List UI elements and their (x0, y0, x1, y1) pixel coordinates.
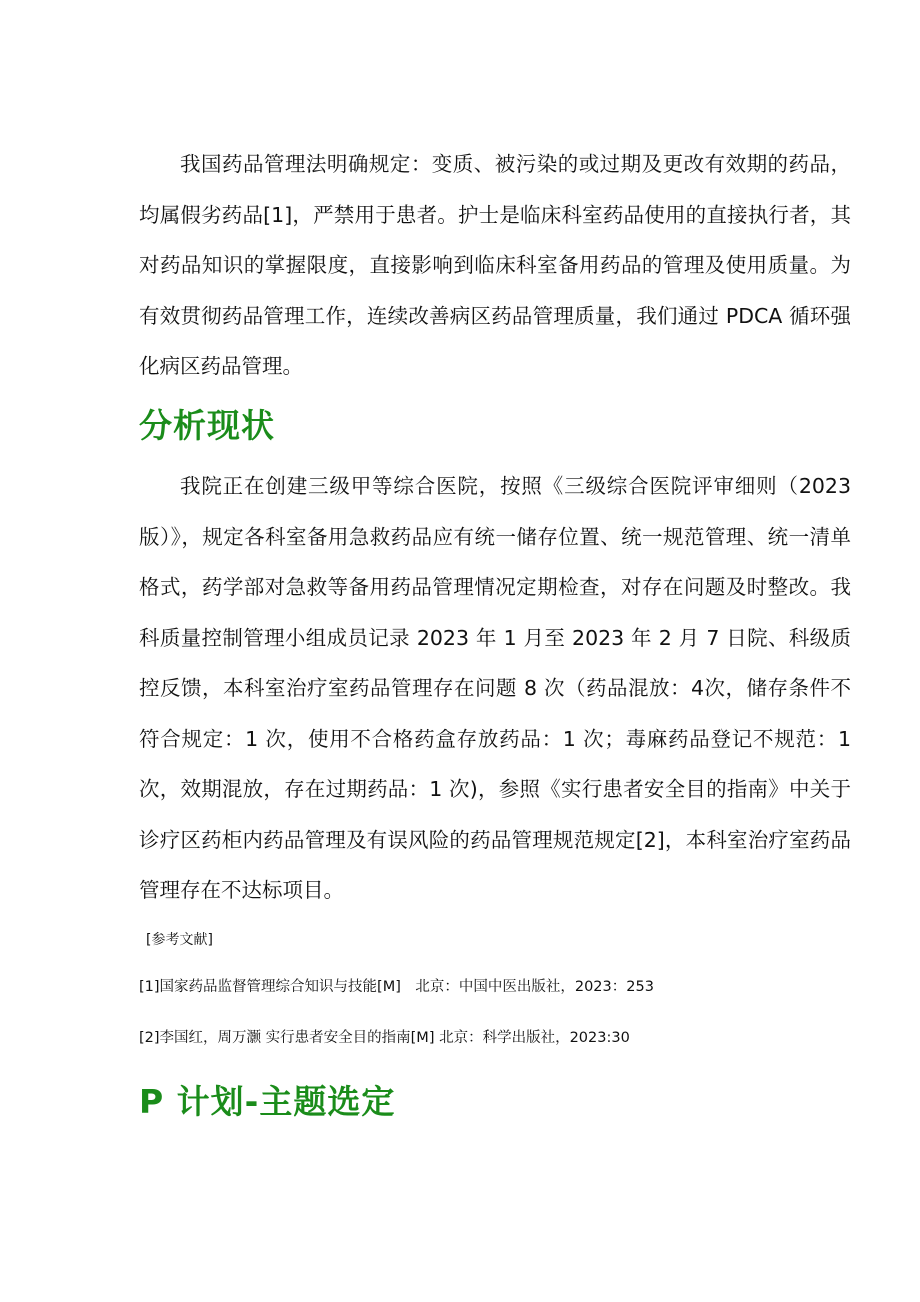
reference-item-1: [1]国家药品监督管理综合知识与技能[M] 北京：中国中医出版社，2023：253 (139, 979, 654, 995)
section-heading-plan: P 计划-主题选定 (139, 1082, 396, 1121)
intro-paragraph: 我国药品管理法明确规定：变质、被污染的或过期及更改有效期的药品，均属假劣药品[1]，严禁用于患者。护士是临床科室药品使用的直接执行者，其对药品知识的掌握限度，直接影响到临床科室备用药品的管理及使用质量。为有效贯彻药品管理工作，连续改善病区药品管理质量，我们通过 PDCA 循环强化病区药品管理。 (139, 152, 851, 378)
analysis-paragraph: 我院正在创建三级甲等综合医院，按照《三级综合医院评审细则（2023版）》，规定各科室备用急救药品应有统一储存位置、统一规范管理、统一清单格式，药学部对急救等备用药品管理情况定期检查，对存在问题及时整改。我科质量控制管理小组成员记录 2023 年 1 月至 2023 年 2 月 7 日院、科级质控反馈，本科室治疗室药品管理存在问题 8 次（药品混放：4次，储存条件不符合规定：1 次，使用不合格药盒存放药品：1 次；毒麻药品登记不规范：1 次，效期混放，存在过期药品：1 次)，参照《实行患者安全目的指南》中关于诊疗区药柜内药品管理及有误风险的药品管理规范规定[2]，本科室治疗室药品管理存在不达标项目。 (139, 474, 851, 902)
reference-item-2: [2]李国红，周万灏 实行患者安全目的指南[M] 北京：科学出版社，2023:30 (139, 1030, 630, 1046)
section-heading-analysis: 分析现状 (139, 406, 275, 445)
references-title: [参考文献] (146, 932, 213, 948)
